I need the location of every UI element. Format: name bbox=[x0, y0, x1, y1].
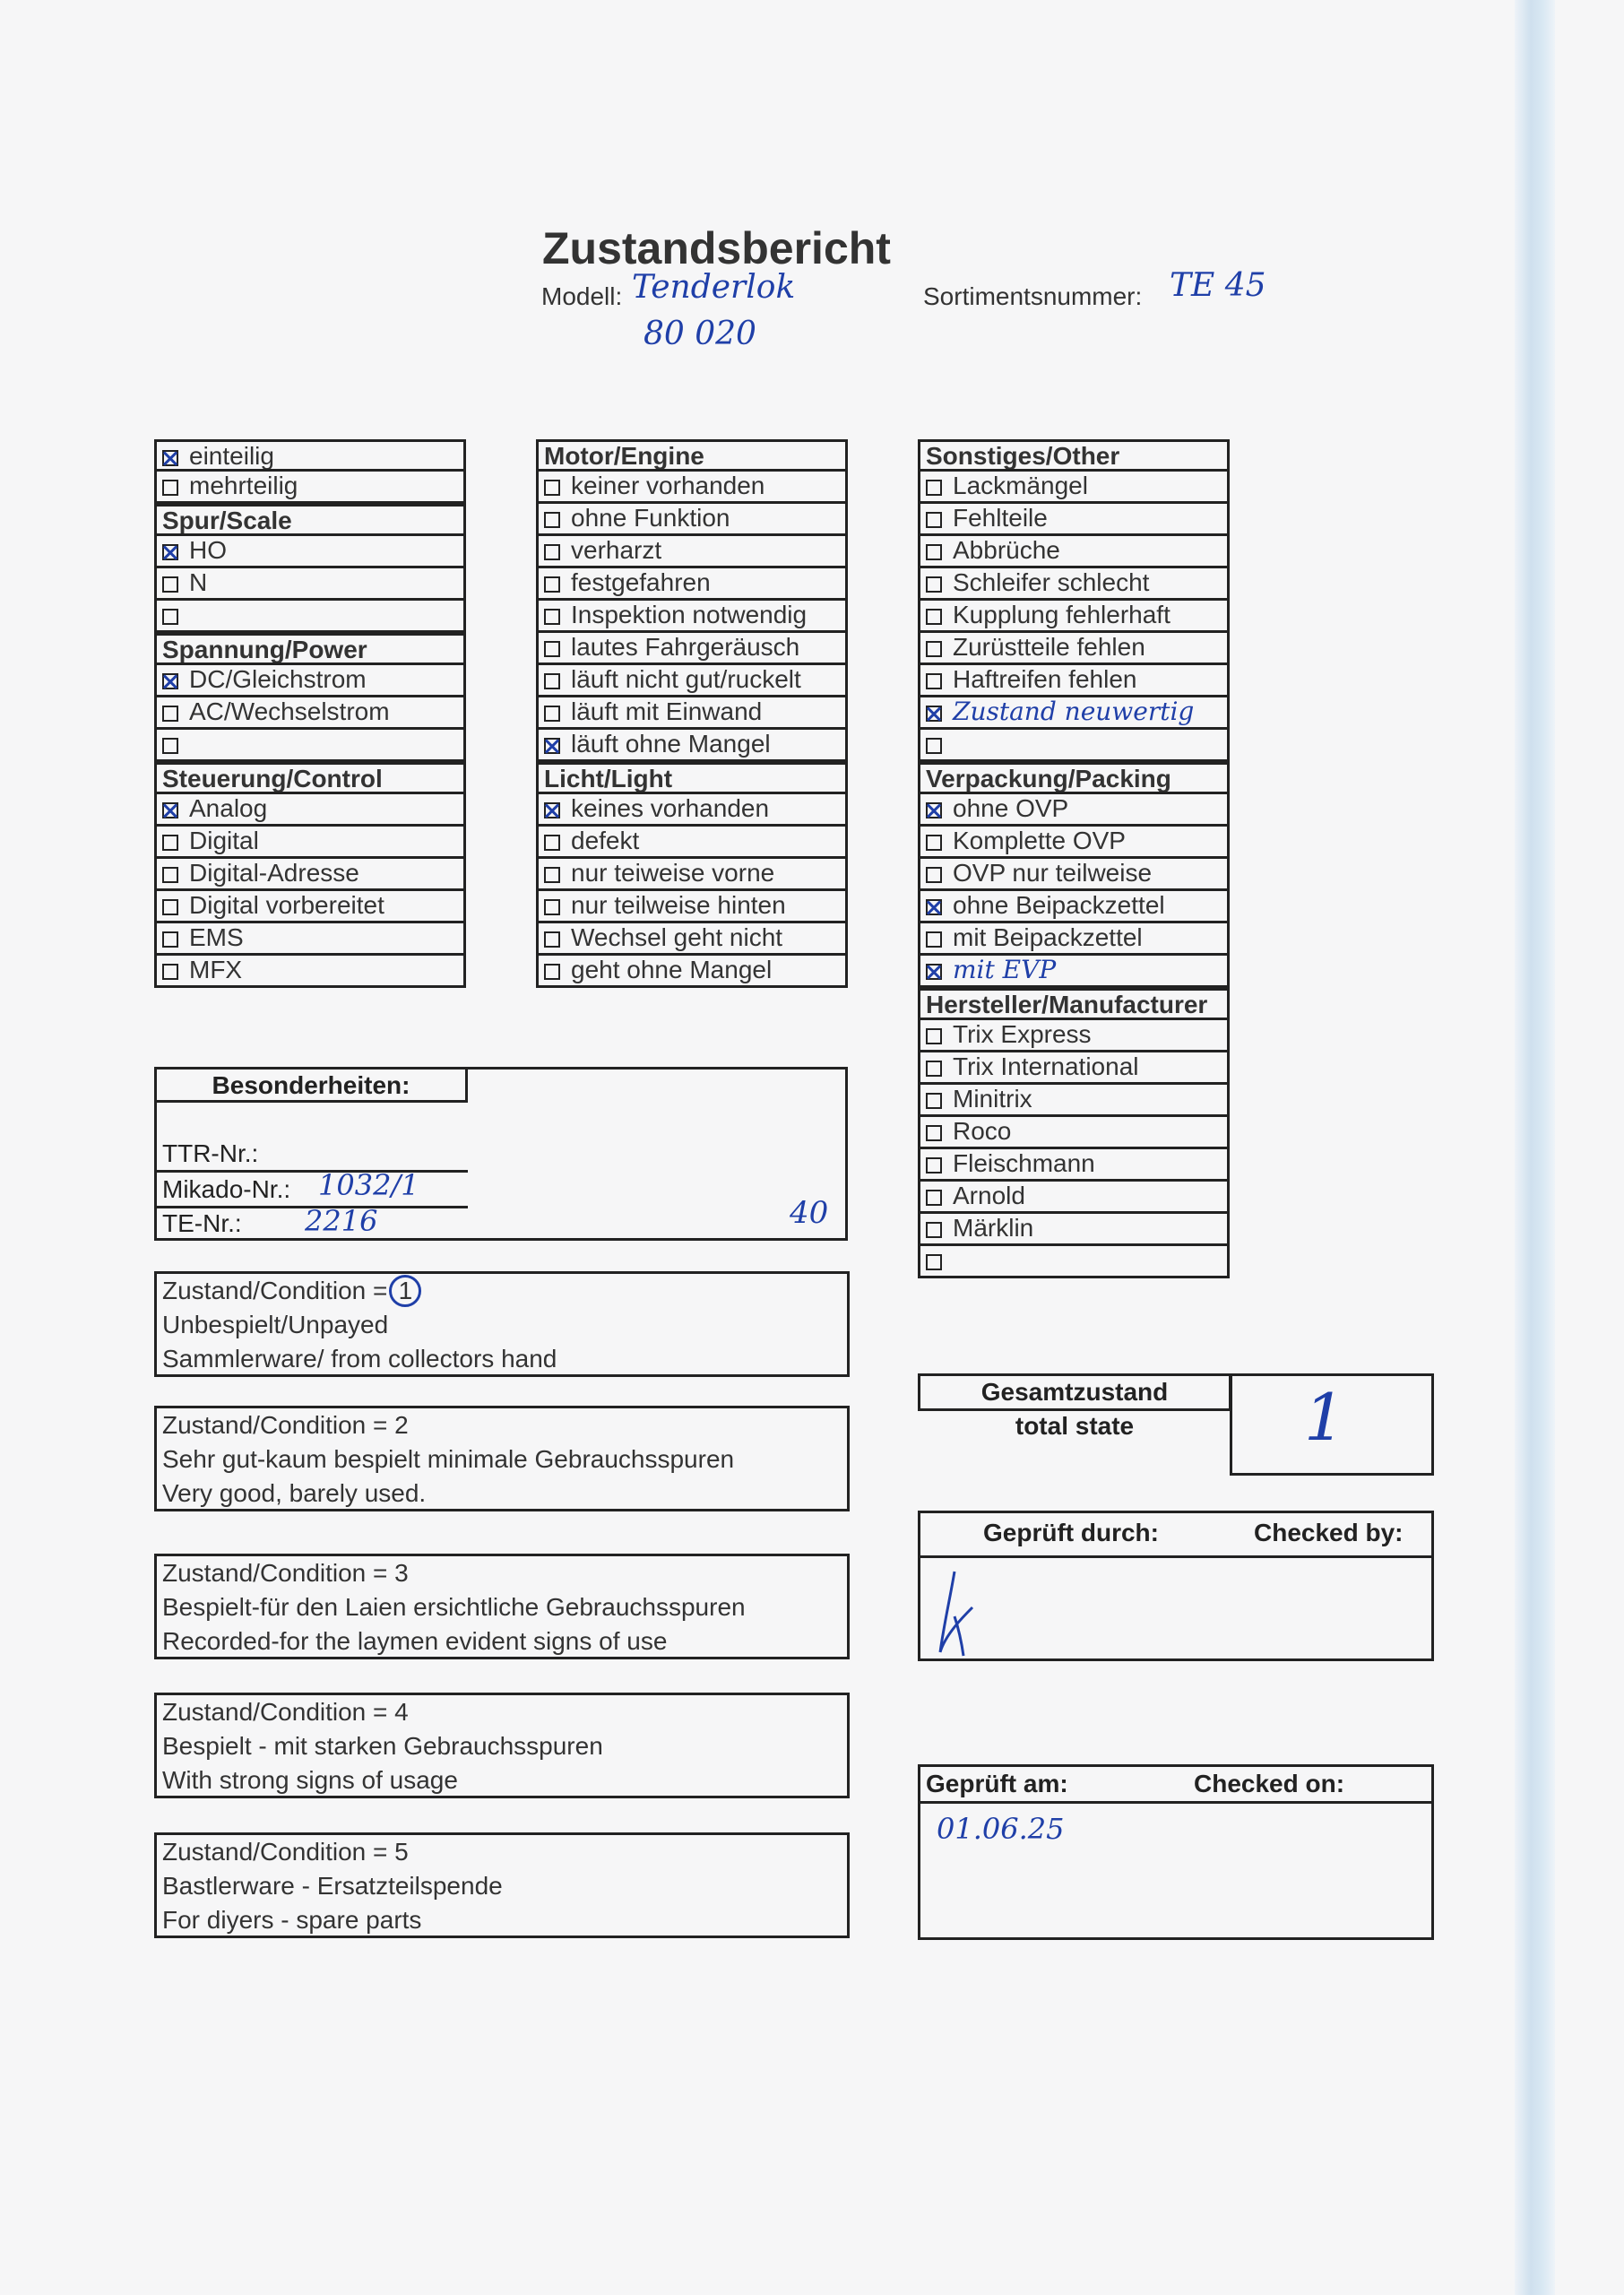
row-label: mehrteilig bbox=[189, 472, 298, 499]
checkbox-row-geht-ohne-mangel[interactable] bbox=[536, 956, 848, 988]
condition-line1: Zustand/Condition = 3 bbox=[162, 1559, 409, 1587]
row-label: Hersteller/Manufacturer bbox=[926, 991, 1208, 1018]
condition-box-5 bbox=[154, 1832, 850, 1938]
mikado-value: 1032/1 bbox=[318, 1168, 419, 1202]
checkbox-row-keines-vorhanden[interactable] bbox=[536, 794, 848, 827]
row-label: Steuerung/Control bbox=[162, 765, 383, 792]
row-label: Märklin bbox=[953, 1214, 1034, 1242]
page-title: Zustandsbericht bbox=[542, 223, 891, 273]
checked-by-box bbox=[918, 1511, 1434, 1661]
checkbox-icon[interactable] bbox=[926, 1157, 942, 1173]
row-label: Zurüstteile fehlen bbox=[953, 633, 1145, 661]
checked-on-label-en: Checked on: bbox=[1194, 1770, 1345, 1797]
condition-line1: Zustand/Condition = 4 bbox=[162, 1698, 409, 1726]
condition-line3: Sammlerware/ from collectors hand bbox=[162, 1345, 557, 1373]
ttr-label: TTR-Nr.: bbox=[162, 1139, 259, 1167]
checkbox-row-abbru-che[interactable] bbox=[918, 536, 1230, 568]
section-heading-steuerung-control bbox=[154, 762, 466, 794]
row-label: läuft nicht gut/ruckelt bbox=[571, 665, 801, 693]
row-label: AC/Wechselstrom bbox=[189, 697, 390, 725]
checkbox-icon[interactable] bbox=[544, 512, 560, 528]
row-label: Wechsel geht nicht bbox=[571, 923, 783, 951]
besonderheiten-box bbox=[154, 1067, 848, 1241]
condition-line2: Bespielt-für den Laien ersichtliche Gebrauchsspuren bbox=[162, 1593, 746, 1621]
checkbox-row-empty[interactable] bbox=[154, 730, 466, 762]
section-heading-licht-light bbox=[536, 762, 848, 794]
row-label: EMS bbox=[189, 923, 244, 951]
checkbox-row-mfx[interactable] bbox=[154, 956, 466, 988]
row-label: Haftreifen fehlen bbox=[953, 665, 1137, 693]
row-label: Fehlteile bbox=[953, 504, 1048, 532]
checkbox-row-einteilig[interactable] bbox=[154, 439, 466, 472]
te-value: 2216 bbox=[305, 1204, 378, 1238]
row-label: mit EVP bbox=[953, 956, 1057, 984]
checkbox-row-fehlteile[interactable] bbox=[918, 504, 1230, 536]
checkbox-icon[interactable] bbox=[926, 544, 942, 560]
checkbox-icon[interactable] bbox=[162, 899, 178, 915]
panel-general bbox=[154, 439, 466, 988]
section-heading-spannung-power bbox=[154, 633, 466, 665]
checkbox-row-verharzt[interactable] bbox=[536, 536, 848, 568]
row-label: nur teilweise hinten bbox=[571, 891, 786, 919]
checkbox-icon[interactable] bbox=[162, 931, 178, 948]
row-label: Trix International bbox=[953, 1052, 1139, 1080]
checkbox-row-digital[interactable] bbox=[154, 827, 466, 859]
checkbox-row-lautes-fahrgera-usch[interactable] bbox=[536, 633, 848, 665]
row-label: Fleischmann bbox=[953, 1149, 1095, 1177]
gesamt-value-box bbox=[1230, 1373, 1434, 1476]
checkbox-row-nur-teiweise-vorne[interactable] bbox=[536, 859, 848, 891]
row-label: defekt bbox=[571, 827, 640, 854]
divider bbox=[920, 1801, 1431, 1804]
sortiment-label: Sortimentsnummer: bbox=[923, 282, 1143, 310]
checked-box-icon[interactable] bbox=[162, 673, 178, 689]
row-label: Digital bbox=[189, 827, 259, 854]
row-label: ohne Beipackzettel bbox=[953, 891, 1165, 919]
row-label: mit Beipackzettel bbox=[953, 923, 1143, 951]
checked-box-icon[interactable] bbox=[162, 450, 178, 466]
checkbox-row-n[interactable] bbox=[154, 568, 466, 601]
checkbox-row-digital-adresse[interactable] bbox=[154, 859, 466, 891]
checkbox-row-trix-express[interactable] bbox=[918, 1020, 1230, 1052]
checkbox-icon[interactable] bbox=[544, 673, 560, 689]
checked-box-icon[interactable] bbox=[926, 899, 942, 915]
checkbox-row-ma-rklin[interactable] bbox=[918, 1214, 1230, 1246]
checkbox-icon[interactable] bbox=[926, 931, 942, 948]
checkbox-icon[interactable] bbox=[926, 738, 942, 754]
checkbox-row-mit-beipackzettel[interactable] bbox=[918, 923, 1230, 956]
row-label: einteilig bbox=[189, 442, 274, 470]
section-heading-hersteller-manufacturer bbox=[918, 988, 1230, 1020]
row-label: Analog bbox=[189, 794, 268, 822]
mikado-label: Mikado-Nr.: bbox=[162, 1175, 291, 1203]
checkbox-row-haftreifen-fehlen[interactable] bbox=[918, 665, 1230, 697]
checkbox-icon[interactable] bbox=[926, 641, 942, 657]
checkbox-icon[interactable] bbox=[162, 706, 178, 722]
model-label: Modell: bbox=[541, 282, 623, 310]
checkbox-icon[interactable] bbox=[926, 609, 942, 625]
condition-line1: Zustand/Condition = 5 bbox=[162, 1838, 409, 1866]
checkbox-icon[interactable] bbox=[926, 1254, 942, 1270]
checkbox-row-ovp-nur-teilweise[interactable] bbox=[918, 859, 1230, 891]
row-label: Spannung/Power bbox=[162, 636, 367, 663]
row-label: ohne OVP bbox=[953, 794, 1069, 822]
checkbox-icon[interactable] bbox=[926, 835, 942, 851]
divider bbox=[920, 1555, 1431, 1558]
row-label: Roco bbox=[953, 1117, 1012, 1145]
checkbox-icon[interactable] bbox=[926, 512, 942, 528]
checkbox-icon[interactable] bbox=[162, 576, 178, 593]
row-label: ohne Funktion bbox=[571, 504, 730, 532]
row-label: Schleifer schlecht bbox=[953, 568, 1150, 596]
row-label: DC/Gleichstrom bbox=[189, 665, 367, 693]
checked-box-icon[interactable] bbox=[926, 964, 942, 980]
checkbox-row-komplette-ovp[interactable] bbox=[918, 827, 1230, 859]
row-label: Komplette OVP bbox=[953, 827, 1126, 854]
checkbox-icon[interactable] bbox=[926, 867, 942, 883]
checkbox-row-mehrteilig[interactable] bbox=[154, 472, 466, 504]
checkbox-row-wechsel-geht-nicht[interactable] bbox=[536, 923, 848, 956]
checkbox-icon[interactable] bbox=[926, 1093, 942, 1109]
gesamt-subtitle: total state bbox=[1015, 1412, 1135, 1440]
row-label: Verpackung/Packing bbox=[926, 765, 1171, 792]
row-label: Lackmängel bbox=[953, 472, 1088, 499]
checkbox-icon[interactable] bbox=[544, 835, 560, 851]
row-label: Spur/Scale bbox=[162, 507, 292, 534]
row-label: Licht/Light bbox=[544, 765, 673, 792]
row-label: Abbrüche bbox=[953, 536, 1060, 564]
checkbox-row-la-uft-mit-einwand[interactable] bbox=[536, 697, 848, 730]
model-value-1: Tenderlok bbox=[632, 269, 796, 306]
checkbox-icon[interactable] bbox=[162, 867, 178, 883]
row-label: Minitrix bbox=[953, 1085, 1032, 1113]
checkbox-icon[interactable] bbox=[162, 609, 178, 625]
checked-on-label-de: Geprüft am: bbox=[926, 1770, 1068, 1797]
checkbox-row-kupplung-fehlerhaft[interactable] bbox=[918, 601, 1230, 633]
row-label: läuft mit Einwand bbox=[571, 697, 763, 725]
checkbox-icon[interactable] bbox=[162, 964, 178, 980]
checkbox-icon[interactable] bbox=[926, 673, 942, 689]
checkbox-row-analog[interactable] bbox=[154, 794, 466, 827]
row-label: Inspektion notwendig bbox=[571, 601, 808, 628]
checkbox-row-roco[interactable] bbox=[918, 1117, 1230, 1149]
checkbox-row-mit-evp[interactable] bbox=[918, 956, 1230, 988]
checkbox-icon[interactable] bbox=[544, 899, 560, 915]
condition-box-4 bbox=[154, 1693, 850, 1798]
section-heading-motor-engine bbox=[536, 439, 848, 472]
row-label: Arnold bbox=[953, 1182, 1025, 1209]
row-label: MFX bbox=[189, 956, 243, 983]
checkbox-row-inspektion-notwendig[interactable] bbox=[536, 601, 848, 633]
checkbox-icon[interactable] bbox=[926, 1190, 942, 1206]
condition-line2: Bastlerware - Ersatzteilspende bbox=[162, 1872, 503, 1900]
checkbox-icon[interactable] bbox=[162, 738, 178, 754]
checkbox-icon[interactable] bbox=[544, 609, 560, 625]
checked-on-value: 01.06.25 bbox=[937, 1812, 1065, 1846]
page-edge bbox=[1515, 0, 1555, 2295]
row-label: geht ohne Mangel bbox=[571, 956, 773, 983]
condition-box-1 bbox=[154, 1271, 850, 1377]
checkbox-row-ohne-funktion[interactable] bbox=[536, 504, 848, 536]
signature-image bbox=[928, 1563, 981, 1661]
row-label: Motor/Engine bbox=[544, 442, 704, 470]
checkbox-row-zustand-neuwertig[interactable] bbox=[918, 697, 1230, 730]
sortiment-value: TE 45 bbox=[1170, 267, 1266, 304]
checked-box-icon[interactable] bbox=[544, 802, 560, 818]
model-value-2: 80 020 bbox=[644, 316, 756, 352]
row-label: Kupplung fehlerhaft bbox=[953, 601, 1170, 628]
checked-box-icon[interactable] bbox=[162, 544, 178, 560]
checkbox-icon[interactable] bbox=[544, 867, 560, 883]
checkbox-row-arnold[interactable] bbox=[918, 1182, 1230, 1214]
checkbox-icon[interactable] bbox=[162, 835, 178, 851]
checked-box-icon[interactable] bbox=[544, 738, 560, 754]
checked-box-icon[interactable] bbox=[162, 802, 178, 818]
checkbox-row-ems[interactable] bbox=[154, 923, 466, 956]
checkbox-icon[interactable] bbox=[544, 480, 560, 496]
condition-line3: For diyers - spare parts bbox=[162, 1906, 422, 1934]
checkbox-row-schleifer-schlecht[interactable] bbox=[918, 568, 1230, 601]
row-label: OVP nur teilweise bbox=[953, 859, 1153, 887]
checkbox-row-minitrix[interactable] bbox=[918, 1085, 1230, 1117]
circled-condition-value: 1 bbox=[389, 1275, 421, 1307]
row-label: Trix Express bbox=[953, 1020, 1092, 1048]
checkbox-row-la-uft-ohne-mangel[interactable] bbox=[536, 730, 848, 762]
condition-line3: Very good, barely used. bbox=[162, 1479, 427, 1507]
row-label: N bbox=[189, 568, 208, 596]
checkbox-icon[interactable] bbox=[162, 480, 178, 496]
row-label: lautes Fahrgeräusch bbox=[571, 633, 800, 661]
checkbox-icon[interactable] bbox=[544, 931, 560, 948]
checked-on-box bbox=[918, 1764, 1434, 1940]
checkbox-row-ohne-beipackzettel[interactable] bbox=[918, 891, 1230, 923]
row-label: Digital-Adresse bbox=[189, 859, 359, 887]
checkbox-row-lackma-ngel[interactable] bbox=[918, 472, 1230, 504]
checkbox-icon[interactable] bbox=[926, 480, 942, 496]
checkbox-row-empty[interactable] bbox=[918, 1246, 1230, 1278]
condition-line2: Bespielt - mit starken Gebrauchsspuren bbox=[162, 1732, 603, 1760]
checkbox-icon[interactable] bbox=[544, 641, 560, 657]
section-heading-verpackung-packing bbox=[918, 762, 1230, 794]
row-label: keiner vorhanden bbox=[571, 472, 765, 499]
checked-by-label-de: Geprüft durch: bbox=[983, 1519, 1159, 1546]
checkbox-row-ho[interactable] bbox=[154, 536, 466, 568]
checkbox-row-zuru-stteile-fehlen[interactable] bbox=[918, 633, 1230, 665]
checkbox-icon[interactable] bbox=[926, 576, 942, 593]
checkbox-icon[interactable] bbox=[926, 1061, 942, 1077]
checkbox-row-festgefahren[interactable] bbox=[536, 568, 848, 601]
checkbox-row-empty[interactable] bbox=[154, 601, 466, 633]
checkbox-icon[interactable] bbox=[544, 964, 560, 980]
row-label: verharzt bbox=[571, 536, 662, 564]
section-heading-spur-scale bbox=[154, 504, 466, 536]
checkbox-row-digital-vorbereitet[interactable] bbox=[154, 891, 466, 923]
checkbox-row-empty[interactable] bbox=[918, 730, 1230, 762]
checkbox-icon[interactable] bbox=[544, 706, 560, 722]
condition-box-3 bbox=[154, 1554, 850, 1659]
checkbox-row-defekt[interactable] bbox=[536, 827, 848, 859]
row-label: Sonstiges/Other bbox=[926, 442, 1120, 470]
checkbox-row-trix-international[interactable] bbox=[918, 1052, 1230, 1085]
checkbox-row-la-uft-nicht-gut-ruckelt[interactable] bbox=[536, 665, 848, 697]
row-label: Zustand neuwertig bbox=[953, 697, 1195, 726]
side-value: 40 bbox=[790, 1195, 829, 1231]
condition-box-2 bbox=[154, 1406, 850, 1511]
checkbox-row-dc-gleichstrom[interactable] bbox=[154, 665, 466, 697]
condition-line2: Unbespielt/Unpayed bbox=[162, 1311, 389, 1338]
checkbox-icon[interactable] bbox=[544, 576, 560, 593]
section-heading-sonstiges-other bbox=[918, 439, 1230, 472]
checkbox-icon[interactable] bbox=[544, 544, 560, 560]
checkbox-icon[interactable] bbox=[926, 1028, 942, 1044]
checked-box-icon[interactable] bbox=[926, 802, 942, 818]
condition-line3: With strong signs of usage bbox=[162, 1766, 458, 1794]
checkbox-row-fleischmann[interactable] bbox=[918, 1149, 1230, 1182]
checkbox-icon[interactable] bbox=[926, 1125, 942, 1141]
checkbox-row-ohne-ovp[interactable] bbox=[918, 794, 1230, 827]
condition-line1: Zustand/Condition = 2 bbox=[162, 1411, 409, 1439]
checked-box-icon[interactable] bbox=[926, 706, 942, 722]
checkbox-row-nur-teilweise-hinten[interactable] bbox=[536, 891, 848, 923]
gesamt-value: 1 bbox=[1304, 1380, 1345, 1455]
gesamt-title: Gesamtzustand bbox=[918, 1373, 1231, 1411]
condition-line1: Zustand/Condition = bbox=[162, 1277, 388, 1304]
row-label: Digital vorbereitet bbox=[189, 891, 384, 919]
condition-line2: Sehr gut-kaum bespielt minimale Gebrauchsspuren bbox=[162, 1445, 735, 1473]
besonderheiten-title: Besonderheiten: bbox=[154, 1067, 468, 1103]
checked-by-label-en: Checked by: bbox=[1254, 1519, 1404, 1546]
te-label: TE-Nr.: bbox=[162, 1209, 242, 1237]
row-label: nur teiweise vorne bbox=[571, 859, 775, 887]
row-label: HO bbox=[189, 536, 227, 564]
row-label: läuft ohne Mangel bbox=[571, 730, 771, 758]
condition-line3: Recorded-for the laymen evident signs of use bbox=[162, 1627, 668, 1655]
row-label: festgefahren bbox=[571, 568, 711, 596]
checkbox-row-ac-wechselstrom[interactable] bbox=[154, 697, 466, 730]
row-label: keines vorhanden bbox=[571, 794, 770, 822]
panel-other-packing-manufacturer bbox=[918, 439, 1230, 1278]
checkbox-icon[interactable] bbox=[926, 1222, 942, 1238]
divider bbox=[157, 1170, 468, 1173]
checkbox-row-keiner-vorhanden[interactable] bbox=[536, 472, 848, 504]
panel-motor-light bbox=[536, 439, 848, 988]
